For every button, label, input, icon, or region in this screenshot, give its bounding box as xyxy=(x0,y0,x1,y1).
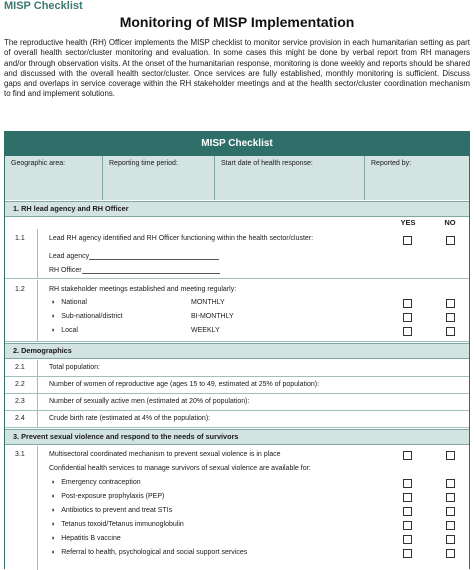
item-number: 1.2 xyxy=(15,286,25,293)
service-bullet xyxy=(51,493,164,500)
checklist-title: MISP Checklist xyxy=(5,132,469,156)
item-number: 2.4 xyxy=(15,415,25,422)
column-divider xyxy=(37,280,38,341)
meeting-level-row xyxy=(51,313,123,320)
column-divider xyxy=(37,411,38,427)
no-checkbox[interactable] xyxy=(446,507,455,516)
meeting-level-row xyxy=(51,327,78,334)
yes-checkbox[interactable] xyxy=(403,299,412,308)
item-number: 1.1 xyxy=(15,235,25,242)
lead-agency-input[interactable] xyxy=(89,251,219,260)
geographic-area-label: Geographic area: xyxy=(11,160,66,167)
rh-officer-input[interactable] xyxy=(82,265,220,274)
page-title: Monitoring of MISP Implementation xyxy=(119,14,355,30)
no-column-header: NO xyxy=(444,218,456,227)
section-1-header: 1. RH lead agency and RH Officer xyxy=(5,201,469,217)
item-text: Number of sexually active men (estimated at 20% of population): xyxy=(49,398,250,405)
bullet-icon: ◗ xyxy=(51,313,56,320)
bullet-icon: ◗ xyxy=(51,493,56,500)
meeting-level-row xyxy=(51,299,87,306)
item-text: Lead RH agency identified and RH Officer functioning within the health sector/cluster: xyxy=(49,235,314,242)
page-header-label: MISP Checklist xyxy=(4,0,83,12)
item-1-2 xyxy=(5,280,469,342)
service-label: Tetanus toxoid/Tetanus immunoglobulin xyxy=(61,521,184,528)
service-label: Antibiotics to prevent and treat STIs xyxy=(61,507,173,514)
no-checkbox[interactable] xyxy=(446,313,455,322)
bullet-icon: ◗ xyxy=(51,549,56,556)
section-3-header: 3. Prevent sexual violence and respond to the needs of survivors xyxy=(5,429,469,445)
item-number: 2.2 xyxy=(15,381,25,388)
service-bullet xyxy=(51,549,247,556)
bullet-icon: ◗ xyxy=(51,479,56,486)
reporting-period-field[interactable] xyxy=(103,156,215,200)
meeting-frequency: MONTHLY xyxy=(191,299,225,306)
item-subtext: Confidential health services to manage survivors of sexual violence are available for: xyxy=(49,465,311,472)
meeting-frequency: WEEKLY xyxy=(191,327,220,334)
lead-agency-line xyxy=(49,251,219,260)
column-divider xyxy=(37,446,38,570)
item-number: 2.3 xyxy=(15,398,25,405)
service-label: Hepatitis B vaccine xyxy=(61,535,121,542)
yes-column-header: YES xyxy=(400,218,416,227)
no-checkbox[interactable] xyxy=(446,479,455,488)
start-date-label: Start date of health response: xyxy=(221,160,313,167)
item-text: Multisectoral coordinated mechanism to prevent sexual violence is in place xyxy=(49,451,281,458)
no-checkbox[interactable] xyxy=(446,299,455,308)
item-3-1 xyxy=(5,446,469,570)
item-text: Total population: xyxy=(49,364,100,371)
reported-by-label: Reported by: xyxy=(371,160,412,167)
service-bullet xyxy=(51,521,184,528)
yes-checkbox[interactable] xyxy=(403,327,412,336)
yes-checkbox[interactable] xyxy=(403,507,412,516)
service-bullet xyxy=(51,507,172,514)
no-checkbox[interactable] xyxy=(446,521,455,530)
start-date-field[interactable] xyxy=(215,156,365,200)
item-1-1 xyxy=(5,229,469,279)
item-number: 3.1 xyxy=(15,451,25,458)
service-label: Post-exposure prophylaxis (PEP) xyxy=(61,493,165,500)
meeting-level: Sub-national/district xyxy=(61,313,123,320)
meeting-level: Local xyxy=(61,327,78,334)
yes-checkbox[interactable] xyxy=(403,479,412,488)
column-divider xyxy=(37,360,38,376)
intro-paragraph: The reproductive health (RH) Officer implements the MISP checklist to monitor service provision in each humanitarian setting as part of overall health sector/cluster monitoring and evaluation. In some cases this might be done by verbal report from RH managers and/or through observation visits. At the onset of the humanitarian response, monitoring is done weekly and reports should be shared and discussed with the overall health sector/cluster. Once services are fully established, monthly monitoring is sufficient. Discuss gaps and overlaps in service coverage within the RH stakeholder meetings and at the health sector/cluster coordination mechanism to find and implement solutions. xyxy=(4,38,470,99)
service-label: Referral to health, psychological and social support services xyxy=(61,549,248,556)
item-text: Crude birth rate (estimated at 4% of the population): xyxy=(49,415,211,422)
service-bullet xyxy=(51,535,121,542)
reporting-period-label: Reporting time period: xyxy=(109,160,178,167)
bullet-icon: ◗ xyxy=(51,299,56,306)
no-checkbox[interactable] xyxy=(446,493,455,502)
no-checkbox[interactable] xyxy=(446,535,455,544)
lead-agency-label: Lead agency xyxy=(49,253,90,260)
yes-checkbox[interactable] xyxy=(403,236,412,245)
meeting-level: National xyxy=(61,299,87,306)
no-checkbox[interactable] xyxy=(446,236,455,245)
yes-checkbox[interactable] xyxy=(403,549,412,558)
no-checkbox[interactable] xyxy=(446,549,455,558)
bullet-icon: ◗ xyxy=(51,535,56,542)
section-2-header: 2. Demographics xyxy=(5,343,469,359)
column-divider xyxy=(37,394,38,410)
service-bullet xyxy=(51,479,141,486)
misp-checklist-table xyxy=(4,131,470,569)
rh-officer-label: RH Officer xyxy=(49,267,82,274)
no-checkbox[interactable] xyxy=(446,451,455,460)
column-divider xyxy=(37,229,38,278)
yes-checkbox[interactable] xyxy=(403,521,412,530)
yes-checkbox[interactable] xyxy=(403,535,412,544)
yes-checkbox[interactable] xyxy=(403,313,412,322)
meeting-frequency: BI-MONTHLY xyxy=(191,313,234,320)
geographic-area-field[interactable] xyxy=(5,156,103,200)
bullet-icon: ◗ xyxy=(51,507,56,514)
column-divider xyxy=(37,377,38,393)
yes-checkbox[interactable] xyxy=(403,493,412,502)
bullet-icon: ◗ xyxy=(51,521,56,528)
rh-officer-line xyxy=(49,265,220,274)
item-2-2 xyxy=(5,377,469,394)
item-2-4 xyxy=(5,411,469,428)
no-checkbox[interactable] xyxy=(446,327,455,336)
service-label: Emergency contraception xyxy=(61,479,141,486)
meta-row xyxy=(5,156,469,200)
yes-checkbox[interactable] xyxy=(403,451,412,460)
reported-by-field[interactable] xyxy=(365,156,469,200)
item-text: Number of women of reproductive age (ages 15 to 49, estimated at 25% of population): xyxy=(49,381,320,388)
bullet-icon: ◗ xyxy=(51,327,56,334)
item-text: RH stakeholder meetings established and meeting regularly: xyxy=(49,286,237,293)
item-number: 2.1 xyxy=(15,364,25,371)
item-2-3 xyxy=(5,394,469,411)
item-2-1 xyxy=(5,360,469,377)
